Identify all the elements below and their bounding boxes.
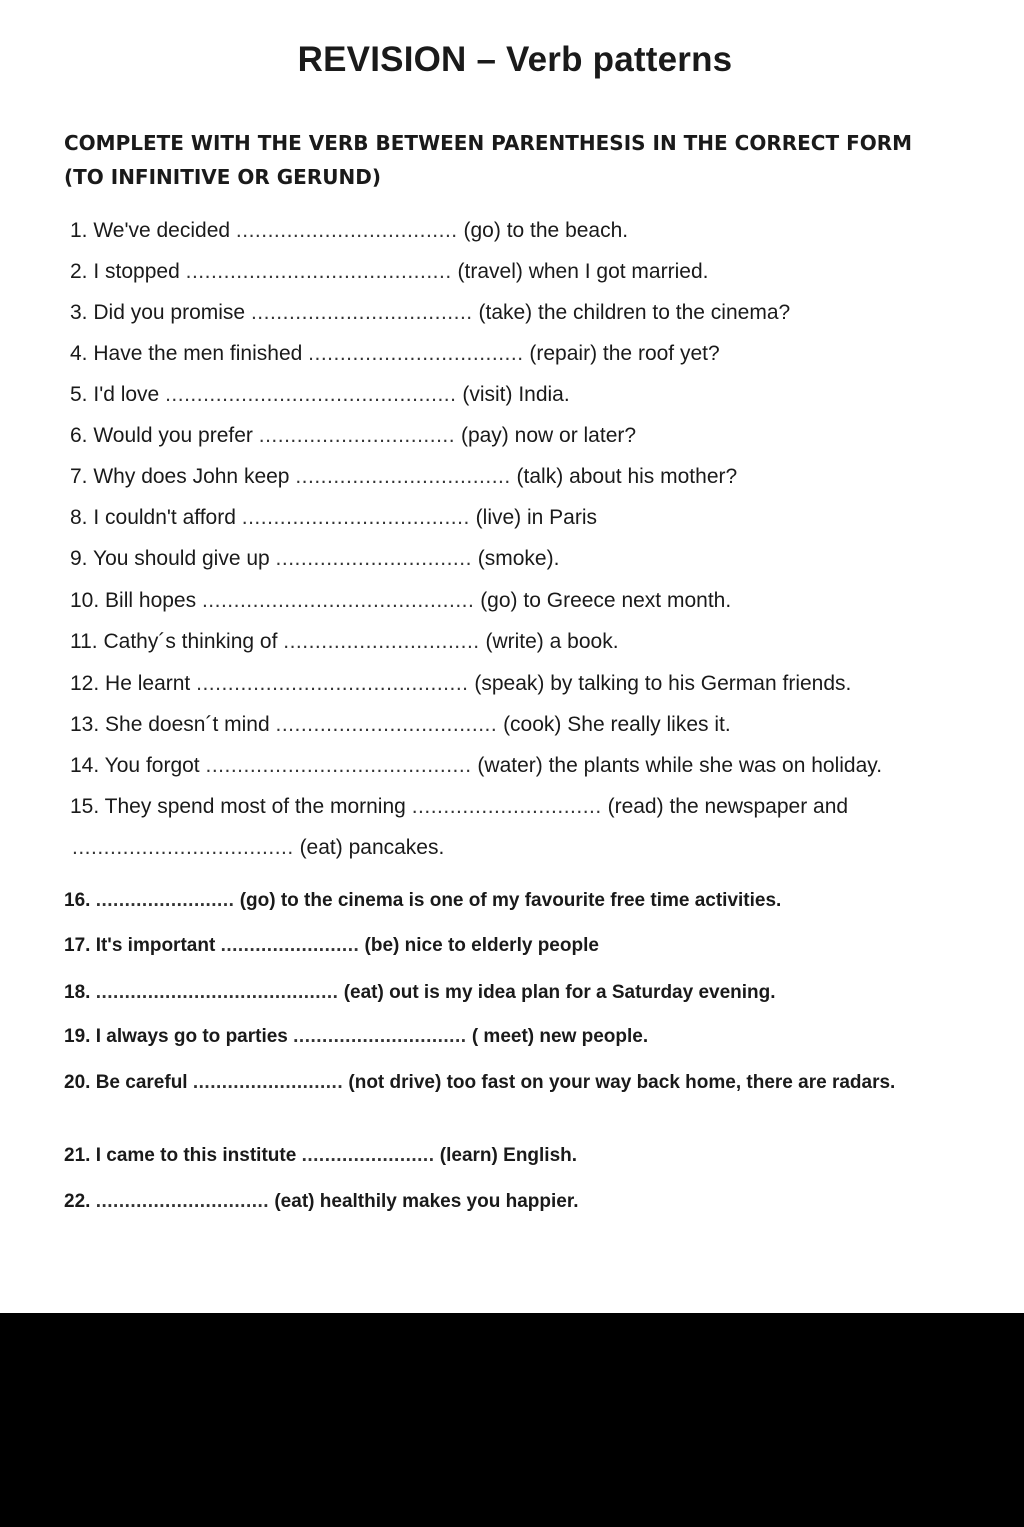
item-rest: the newspaper and [669, 795, 849, 818]
verb-hint: (water) [477, 754, 543, 777]
exercise-item-3 [70, 299, 790, 327]
item-rest: out is my idea plan for a Saturday evening. [389, 982, 776, 1003]
item-rest: pancakes. [348, 836, 445, 859]
item-stem: I stopped [93, 260, 180, 283]
verb-hint: (go) [480, 589, 518, 612]
item-number: 1. [70, 219, 88, 242]
answer-blank[interactable]: ............................... [258, 424, 456, 447]
verb-hint: (go) [239, 890, 276, 911]
item-rest: the plants while she was on holiday. [548, 754, 883, 777]
exercise-item-7 [70, 463, 737, 491]
answer-blank[interactable]: ........................ [220, 935, 360, 956]
verb-hint: (smoke). [477, 547, 560, 570]
item-stem: I couldn't afford [93, 506, 236, 529]
answer-blank[interactable]: ................................... [275, 713, 498, 736]
exercise-item-18 [64, 979, 776, 1007]
exercise-item-22 [64, 1188, 578, 1216]
verb-hint: (eat) [274, 1191, 315, 1212]
item-number: 10. [70, 589, 100, 612]
item-rest: the children to the cinema? [538, 301, 791, 324]
item-number: 15. [70, 795, 100, 818]
exercise-item-17 [64, 932, 599, 960]
item-number: 11. [70, 630, 98, 653]
answer-blank[interactable]: ................................... [250, 301, 473, 324]
answer-blank[interactable]: .............................. [95, 1191, 270, 1212]
verb-hint: (speak) [474, 672, 545, 695]
item-stem: I always go to parties [95, 1026, 288, 1047]
item-number: 16. [64, 890, 91, 911]
verb-hint: (pay) [460, 424, 509, 447]
item-number: 22. [64, 1191, 91, 1212]
exercise-item-4 [70, 340, 720, 368]
answer-blank[interactable]: .................................... [241, 506, 470, 529]
page-title: REVISION – Verb patterns [297, 40, 733, 79]
exercise-item-6 [70, 422, 636, 450]
answer-blank[interactable]: .............................................. [165, 383, 457, 406]
exercise-item-14 [70, 752, 882, 780]
exercise-item-13 [70, 711, 731, 739]
item-stem: We've decided [93, 219, 231, 242]
verb-hint: (take) [478, 301, 533, 324]
item-stem: They spend most of the morning [104, 795, 406, 818]
exercise-item-8 [70, 504, 597, 532]
verb-hint: (learn) [439, 1145, 498, 1166]
exercise-item-2 [70, 258, 708, 286]
item-number: 5. [70, 383, 88, 406]
item-rest: to the cinema is one of my favourite free time activities. [280, 890, 782, 911]
verb-hint: (talk) [516, 465, 564, 488]
item-number: 13. [70, 713, 100, 736]
verb-hint: (not drive) [348, 1072, 442, 1093]
answer-blank[interactable]: ........................................... [196, 672, 469, 695]
answer-blank[interactable]: .................................. [308, 342, 524, 365]
item-rest: about his mother? [569, 465, 738, 488]
answer-blank[interactable]: ................................... [72, 836, 294, 859]
item-stem: He learnt [105, 672, 191, 695]
item-stem: You should give up [92, 547, 270, 570]
exercise-item-16 [64, 887, 781, 915]
item-rest: to Greece next month. [523, 589, 732, 612]
item-number: 20. [64, 1072, 91, 1093]
verb-hint: (be) [364, 935, 400, 956]
item-number: 4. [70, 342, 88, 365]
item-number: 14. [70, 754, 100, 777]
exercise-item-1 [70, 217, 628, 245]
item-number: 8. [70, 506, 88, 529]
item-number: 3. [70, 301, 88, 324]
exercise-item-10 [70, 587, 731, 615]
item-number: 19. [64, 1026, 91, 1047]
exercise-item-21 [64, 1142, 577, 1170]
item-rest: healthily makes you happier. [319, 1191, 579, 1212]
verb-hint: (write) [485, 630, 544, 653]
item-stem: It's important [95, 935, 216, 956]
item-stem: Did you promise [93, 301, 246, 324]
answer-blank[interactable]: ........................ [95, 890, 235, 911]
instructions: COMPLETE WITH THE VERB BETWEEN PARENTHESIS IN THE CORRECT FORM (TO INFINITIVE OR GERUND) [64, 131, 913, 189]
item-stem: I came to this institute [95, 1145, 297, 1166]
verb-hint: (eat) [343, 982, 384, 1003]
verb-hint: (eat) [299, 836, 343, 859]
item-number: 2. [70, 260, 88, 283]
item-stem: Cathy´s thinking of [103, 630, 278, 653]
exercise-item-15-continued [72, 834, 444, 862]
item-rest: new people. [539, 1026, 649, 1047]
answer-blank[interactable]: ............................... [275, 547, 472, 570]
answer-blank[interactable]: ........................................... [201, 589, 475, 612]
verb-hint: (go) [463, 219, 501, 242]
item-stem: She doesn´t mind [105, 713, 270, 736]
exercise-item-9 [70, 545, 559, 573]
answer-blank[interactable]: ................................... [235, 219, 458, 242]
item-stem: Have the men finished [93, 342, 303, 365]
item-stem: Would you prefer [93, 424, 253, 447]
answer-blank[interactable]: .......................................... [185, 260, 452, 283]
answer-blank[interactable]: .................................. [295, 465, 511, 488]
exercise-item-12 [70, 670, 851, 698]
exercise-item-15 [70, 793, 848, 821]
item-number: 6. [70, 424, 88, 447]
item-rest: She really likes it. [567, 713, 731, 736]
item-stem: Bill hopes [105, 589, 197, 612]
answer-blank[interactable]: .............................. [411, 795, 602, 818]
verb-hint: (live) [475, 506, 522, 529]
verb-hint: ( meet) [471, 1026, 535, 1047]
item-rest: nice to elderly people [404, 935, 599, 956]
verb-hint: (visit) [462, 383, 513, 406]
item-rest: when I got married. [528, 260, 709, 283]
answer-blank[interactable]: .......................................... [205, 754, 472, 777]
answer-blank[interactable]: .............................. [293, 1026, 467, 1047]
item-rest: English. [503, 1145, 578, 1166]
answer-blank[interactable]: .......................................... [95, 982, 339, 1003]
item-stem: Why does John keep [93, 465, 290, 488]
item-rest: to the beach. [506, 219, 629, 242]
item-stem: Be careful [95, 1072, 188, 1093]
exercise-item-11 [70, 628, 619, 656]
exercise-item-19 [64, 1023, 648, 1051]
exercise-item-5 [70, 381, 570, 409]
answer-blank[interactable]: ....................... [301, 1145, 435, 1166]
verb-hint: (repair) [529, 342, 598, 365]
item-rest: in Paris [527, 506, 598, 529]
item-rest: India. [518, 383, 570, 406]
item-rest: too fast on your way back home, there are radars. [446, 1072, 896, 1093]
item-number: 18. [64, 982, 91, 1003]
exercise-item-20 [64, 1069, 934, 1097]
answer-blank[interactable]: .......................... [192, 1072, 344, 1093]
answer-blank[interactable]: ............................... [283, 630, 480, 653]
item-stem: I'd love [93, 383, 160, 406]
verb-hint: (travel) [457, 260, 523, 283]
verb-hint: (read) [607, 795, 664, 818]
item-number: 9. [70, 547, 88, 570]
item-number: 21. [64, 1145, 91, 1166]
item-rest: the roof yet? [602, 342, 720, 365]
item-stem: You forgot [104, 754, 200, 777]
item-number: 17. [64, 935, 91, 956]
item-rest: by talking to his German friends. [550, 672, 852, 695]
item-rest: a book. [549, 630, 619, 653]
item-number: 7. [70, 465, 88, 488]
verb-hint: (cook) [503, 713, 562, 736]
item-number: 12. [70, 672, 100, 695]
item-rest: now or later? [514, 424, 637, 447]
